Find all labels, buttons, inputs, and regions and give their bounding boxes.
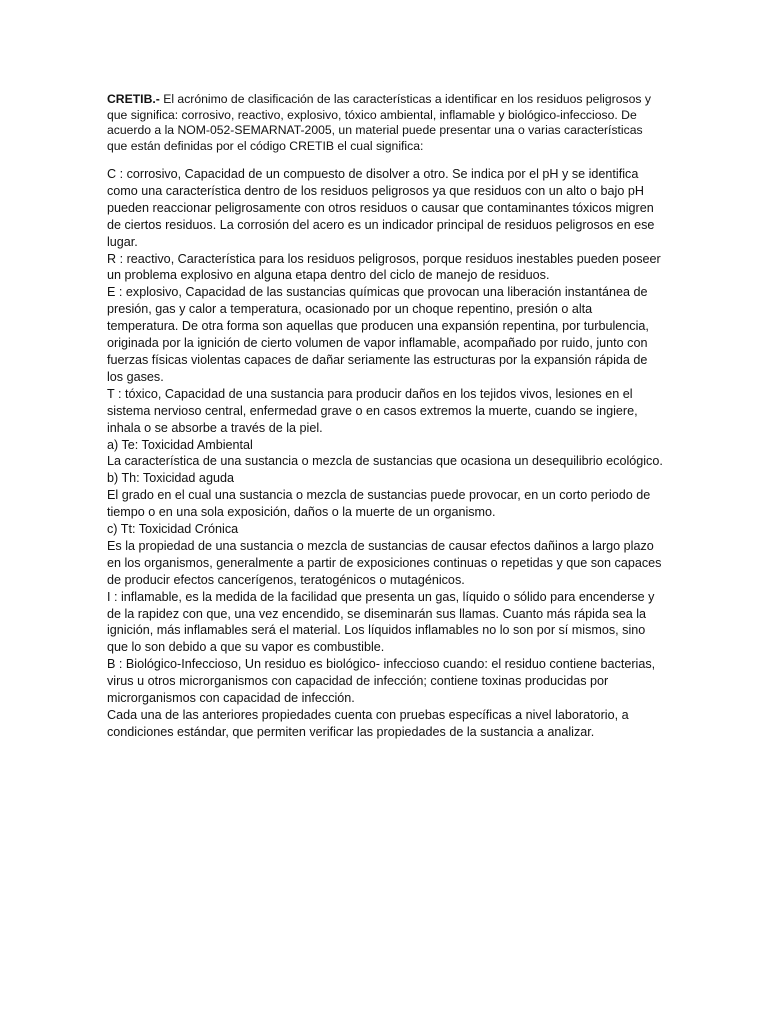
paragraph-biologico-infeccioso: B : Biológico-Infeccioso, Un residuo es biológico- infeccioso cuando: el residuo contiene bacterias, virus u otros microrganismos con capacidad de infección; contiene toxinas producidas por microrganismos con capacidad de infección. [107, 657, 656, 706]
paragraph-toxico: T : tóxico, Capacidad de una sustancia para producir daños en los tejidos vivos, lesiones en el sistema nervioso central, enfermedad grave o en casos extremos la muerte, cuando se ingiere, inhala o se absorbe a través de la piel. [107, 386, 638, 435]
document-page [107, 92, 663, 741]
paragraph-toxicidad-ambiental: La característica de una sustancia o mezcla de sustancias que ocasiona un desequilibrio ecológico. [107, 454, 663, 469]
paragraph-toxicidad-aguda: El grado en el cual una sustancia o mezcla de sustancias puede provocar, en un corto periodo de tiempo o en una sola exposición, daños o la muerte de un organismo. [107, 488, 651, 520]
paragraph-inflamable: I : inflamable, es la medida de la facilidad que presenta un gas, líquido o sólido para encenderse y de la rapidez con que, una vez encendido, se diseminarán sus llamas. Cuanto más rápida sea la ignición, más inflamables será el material. Los líquidos inflamables no lo son por sí mismos, sino que lo son debido a que su vapor es combustible. [107, 589, 655, 655]
paragraph-explosivo: E : explosivo, Capacidad de las sustancias químicas que provocan una liberación instantánea de presión, gas y calor a temperatura, ocasionado por un choque repentino, presión o alta temperatura. De otra forma son aquellas que producen una expansión repentina, por turbulencia, originada por la ignición de cierto volumen de vapor inflamable, acompañado por ruido, junto con fuerzas físicas violentas capaces de dañar seriamente las estructuras por la expansión rápida de los gases. [107, 285, 649, 384]
intro-text: El acrónimo de clasificación de las características a identificar en los residuos peligrosos y que significa: corrosivo, reactivo, explosivo, tóxico ambiental, inflamable y biológico-infeccioso. De acuerdo a la NOM-052-SEMARNAT-2005, un material puede presentar una o varias características que están definidas por el código CRETIB el cual significa: [107, 92, 651, 153]
intro-paragraph [107, 92, 663, 154]
subheading-toxicidad-ambiental: a) Te: Toxicidad Ambiental [107, 437, 253, 452]
subheading-toxicidad-cronica: c) Tt: Toxicidad Crónica [107, 522, 239, 537]
intro-heading: CRETIB.- [107, 92, 160, 106]
subheading-toxicidad-aguda: b) Th: Toxicidad aguda [107, 471, 234, 486]
paragraph-toxicidad-cronica: Es la propiedad de una sustancia o mezcla de sustancias de causar efectos dañinos a largo plazo en los organismos, generalmente a partir de exposiciones continuas o repetidas y que son capaces de producir efectos cancerígenos, teratogénicos o mutagénicos. [107, 538, 662, 587]
paragraph-reactivo: R : reactivo, Característica para los residuos peligrosos, porque residuos inestables pueden poseer un problema explosivo en alguna etapa dentro del ciclo de manejo de residuos. [107, 251, 661, 283]
paragraph-corrosivo: C : corrosivo, Capacidad de un compuesto de disolver a otro. Se indica por el pH y se identifica como una característica dentro de los residuos peligrosos ya que residuos con un alto o bajo pH pueden reaccionar peligrosamente con otros residuos o causar que contaminantes tóxicos migren de ciertos residuos. La corrosión del acero es un indicador principal de residuos peligrosos en ese lugar. [107, 167, 655, 249]
paragraph-conclusion: Cada una de las anteriores propiedades cuenta con pruebas específicas a nivel laboratorio, a condiciones estándar, que permiten verificar las propiedades de la sustancia a analizar. [107, 708, 629, 739]
